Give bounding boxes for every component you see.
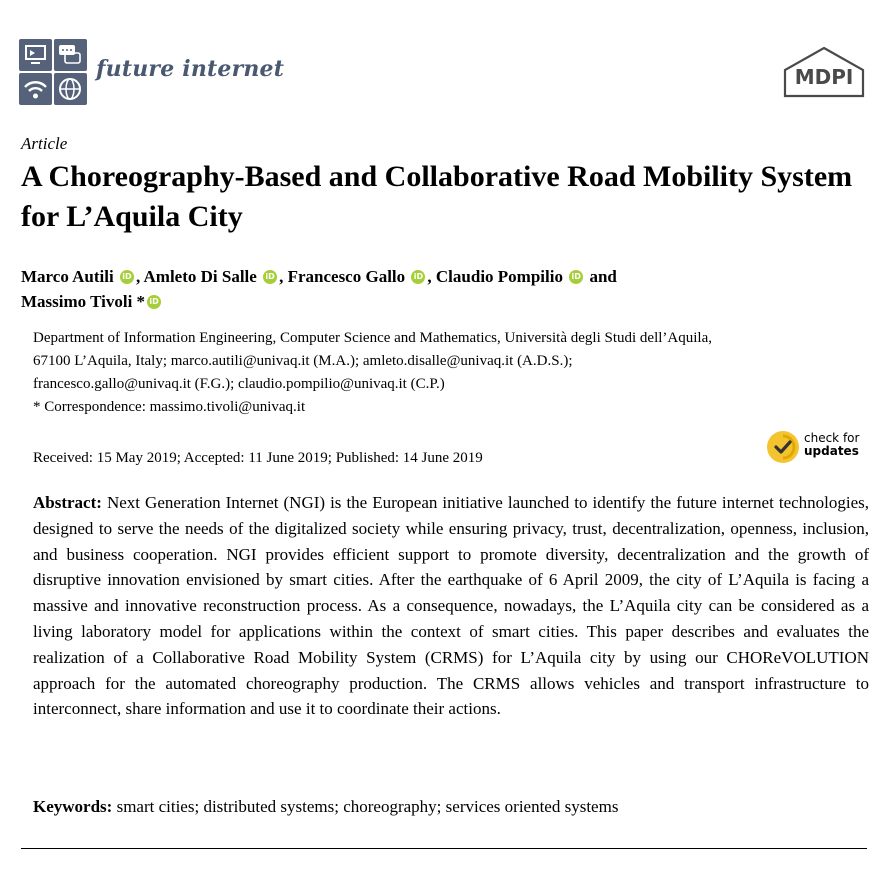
author-separator: and <box>585 267 617 286</box>
publication-dates: Received: 15 May 2019; Accepted: 11 June 2019; Published: 14 June 2019 <box>33 450 483 466</box>
author-name[interactable]: Marco Autili <box>21 267 114 286</box>
affiliation-block <box>33 327 873 419</box>
check-updates-line2: updates <box>804 444 859 458</box>
orcid-icon[interactable]: iD <box>569 270 583 284</box>
keywords <box>33 797 618 817</box>
orcid-icon[interactable]: iD <box>263 270 277 284</box>
abstract <box>33 490 869 722</box>
orcid-icon[interactable]: iD <box>147 295 161 309</box>
keywords-label: Keywords: <box>33 797 113 816</box>
horizontal-rule <box>21 848 867 849</box>
check-updates-line1: check for <box>804 431 860 445</box>
author-name[interactable]: Amleto Di Salle <box>143 267 257 286</box>
author-separator: , <box>135 267 144 286</box>
abstract-label: Abstract: <box>33 493 102 512</box>
author-separator: , <box>427 267 436 286</box>
affiliation-line: Department of Information Engineering, Computer Science and Mathematics, Università degli Studi dell’Aquila, <box>33 330 712 346</box>
author-name[interactable]: Francesco Gallo <box>287 267 406 286</box>
correspondence-line: * Correspondence: massimo.tivoli@univaq.it <box>33 399 306 415</box>
check-updates-icon <box>767 431 799 463</box>
mdpi-logo <box>781 46 867 98</box>
affiliation-line: francesco.gallo@univaq.it (F.G.); claudio.pompilio@univaq.it (C.P.) <box>33 376 445 392</box>
check-for-updates-button[interactable] <box>767 429 867 467</box>
author-name[interactable]: Massimo Tivoli * <box>21 292 146 311</box>
mdpi-logo-text: MDPI <box>794 65 854 89</box>
author-separator: , <box>279 267 288 286</box>
article-title: A Choreography-Based and Collaborative Road Mobility System for L’Aquila City <box>21 160 853 233</box>
abstract-text: Next Generation Internet (NGI) is the European initiative launched to identify the future internet technologies, designed to serve the needs of the digitalized society while ensuring privacy, trust, decentralization, openness, inclusion, and business cooperation. NGI provides efficient support to promote diversity, decentralization and the growth of disruptive innovation envisioned by smart cities. After the earthquake of 6 April 2009, the city of L’Aquila is facing a massive and innovative reconstruction process. As a consequence, nowadays, the L’Aquila city can be considered as a living laboratory model for applications within the context of smart cities. This paper describes and evaluates the realization of a Collaborative Road Mobility System (CRMS) for L’Aquila city by using our CHOReVOLUTION approach for the automated choreography production. The CRMS allows vehicles and transport infrastructure to interconnect, share information and use it to coordinate their actions. <box>33 493 870 719</box>
journal-logo <box>19 39 87 105</box>
journal-logo-icons <box>19 39 87 105</box>
orcid-icon[interactable]: iD <box>411 270 425 284</box>
orcid-icon[interactable]: iD <box>120 270 134 284</box>
affiliation-line: 67100 L’Aquila, Italy; marco.autili@univaq.it (M.A.); amleto.disalle@univaq.it (A.D.S.); <box>33 353 573 369</box>
keywords-text: smart cities; distributed systems; choreography; services oriented systems <box>116 797 619 816</box>
author-list <box>21 264 821 314</box>
journal-name: future internet <box>96 56 285 82</box>
article-type: Article <box>21 134 68 153</box>
author-name[interactable]: Claudio Pompilio <box>435 267 563 286</box>
